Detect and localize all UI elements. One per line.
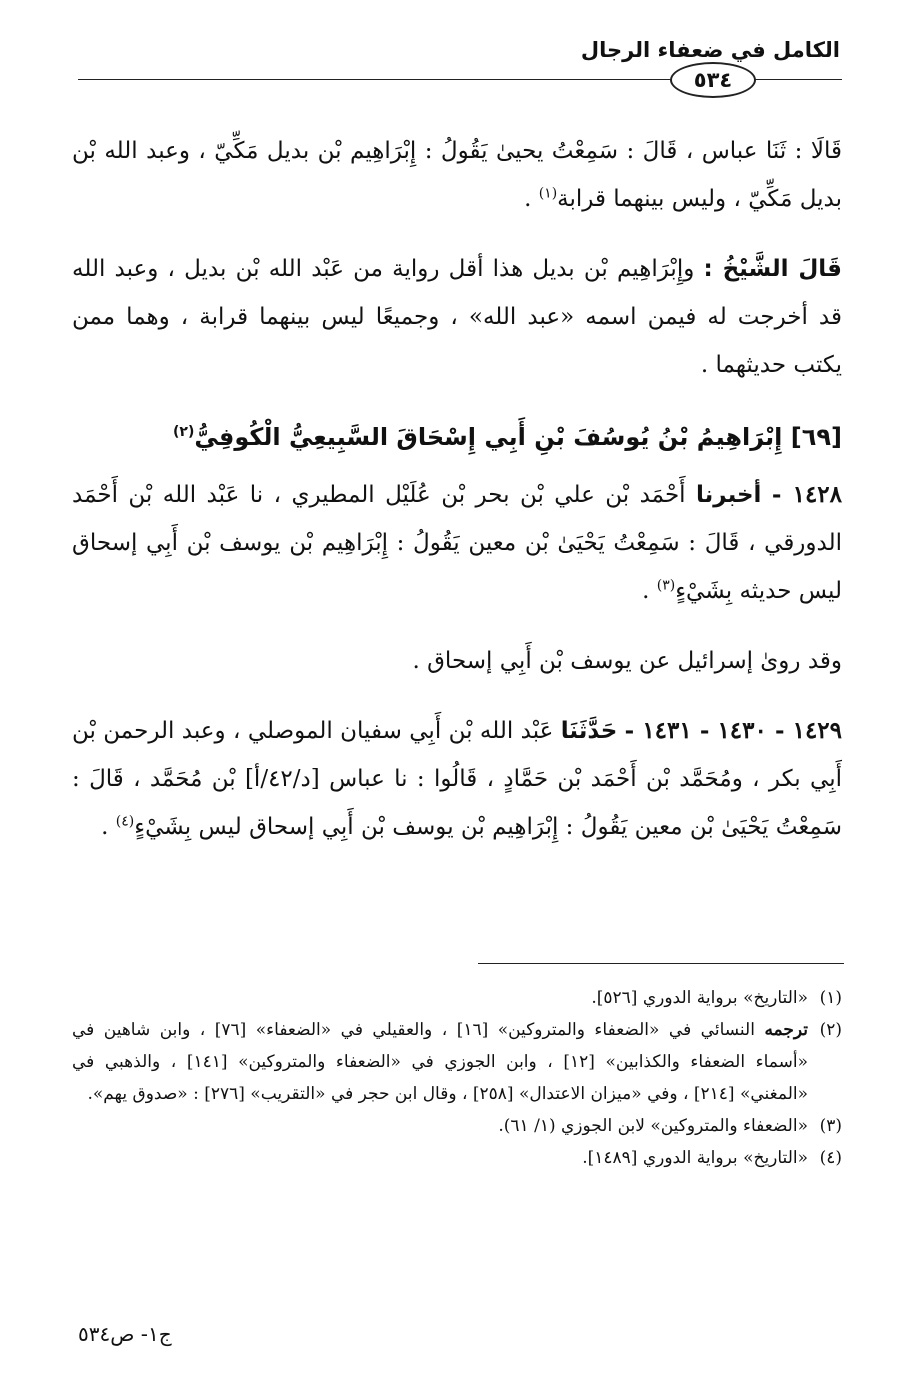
- footnote-2-number: (٢): [819, 1020, 842, 1040]
- paragraph-4-text: وقد روىٰ إسرائيل عن يوسف بْن أَبِي إسحاق .: [412, 648, 842, 674]
- akhbarana-lead: أخبرنا: [696, 482, 762, 508]
- haddathana-lead: حَدَّثَنَا: [560, 718, 618, 744]
- hadith-number-1428: ١٤٢٨ -: [771, 481, 843, 508]
- footnote-ref-3: (٣): [656, 577, 676, 594]
- footnotes: [72, 982, 842, 1174]
- paragraph-1-end: .: [524, 186, 539, 212]
- entry-heading-text: [٦٩] إِبْرَاهِيمُ بْنُ يُوسُفَ بْنِ أَبِي إِسْحَاقَ السَّبِيعِيُّ الْكُوفِيُّ: [194, 423, 842, 451]
- footnote-2-lead: ترجمه: [764, 1020, 808, 1040]
- paragraph-4: [72, 637, 842, 685]
- footnote-1-number: (١): [819, 988, 842, 1008]
- footnote-4-text: «التاريخ» برواية الدوري [١٤٨٩].: [582, 1148, 808, 1168]
- book-title: الكامل في ضعفاء الرجال: [580, 38, 840, 62]
- paragraph-5-text: عَبْد الله بْن أَبِي سفيان الموصلي ، وعبد الرحمن بْن أَبِي بكر ، ومُحَمَّد بْن أَحْمَد بْن حَمَّادٍ ، قَالُوا : نا عباس [د/٤٢/أ] بْن مُحَمَّد ، قَالَ : سَمِعْتُ يَحْيَىٰ بْن معين يَقُولُ : إِبْرَاهِيم بْن يوسف بْن أَبِي إسحاق ليس بِشَيْءٍ: [72, 718, 842, 840]
- paragraph-2-text: وإِبْرَاهِيم بْن بديل هذا أقل رواية من عَبْد الله بْن بديل ، وعبد الله قد أخرجت له فيمن اسمه «عبد الله» ، وجميعًا ليس بينهما قرابة ، وهما ممن يكتب حديثهما .: [72, 256, 842, 378]
- paragraph-1: [72, 127, 842, 223]
- paragraph-3-text: أَحْمَد بْن علي بْن بحر بْن عُلَيْل المطيري ، نا عَبْد الله بْن أَحْمَد الدورقي ، قَالَ : سَمِعْتُ يَحْيَىٰ بْن معين يَقُولُ : إِبْرَاهِيم بْن يوسف بْن أَبِي إسحاق ليس حديثه بِشَيْءٍ: [72, 482, 842, 604]
- entry-heading: [72, 417, 842, 457]
- footnote-2: [72, 1014, 842, 1110]
- paragraph-5: [72, 707, 842, 851]
- paragraph-3-end: .: [642, 578, 657, 604]
- hadith-numbers-1429-1431: ١٤٢٩ - ١٤٣٠ - ١٤٣١ -: [624, 717, 843, 744]
- footnote-3: [72, 1110, 842, 1142]
- footnote-separator: [478, 963, 844, 964]
- paragraph-2: [72, 245, 842, 389]
- footnote-ref-1: (١): [538, 185, 558, 202]
- footnote-1-text: «التاريخ» برواية الدوري [٥٢٦].: [591, 988, 808, 1008]
- footnote-ref-4: (٤): [115, 813, 135, 830]
- footnote-3-text: «الضعفاء والمتروكين» لابن الجوزي (١/ ٦١).: [498, 1116, 808, 1136]
- footnote-ref-2: (٢): [173, 424, 195, 440]
- shaykh-said-lead: قَالَ الشَّيْخُ :: [703, 256, 842, 282]
- volume-page-reference: ج١- ص٥٣٤: [78, 1322, 172, 1346]
- paragraph-3: [72, 471, 842, 615]
- main-text: [72, 127, 842, 851]
- footnote-2-text: النسائي في «الضعفاء والمتروكين» [١٦] ، والعقيلي في «الضعفاء» [٧٦] ، وابن شاهين في «أسماء الضعفاء والكذابين» [١٢] ، وابن الجوزي في «الضعفاء والمتروكين» [١٤١] ، والذهبي في «المغني» [٢١٤] ، وفي «ميزان الاعتدال» [٢٥٨] ، وقال ابن حجر في «التقريب» [٢٧٦] : «صدوق يهم».: [72, 1020, 808, 1104]
- paragraph-5-end: .: [101, 814, 116, 840]
- footnote-4: [72, 1142, 842, 1174]
- footnote-3-number: (٣): [819, 1116, 842, 1136]
- paragraph-1-text: قَالَا : ثَنَا عباس ، قَالَ : سَمِعْتُ يحيىٰ يَقُولُ : إِبْرَاهِيم بْن بديل مَكِّيّ ، وعبد الله بْن بديل مَكِّيّ ، وليس بينهما قرابة: [72, 138, 842, 212]
- footnote-1: [72, 982, 842, 1014]
- footnote-4-number: (٤): [819, 1148, 842, 1168]
- page-number-badge: ٥٣٤: [670, 62, 756, 98]
